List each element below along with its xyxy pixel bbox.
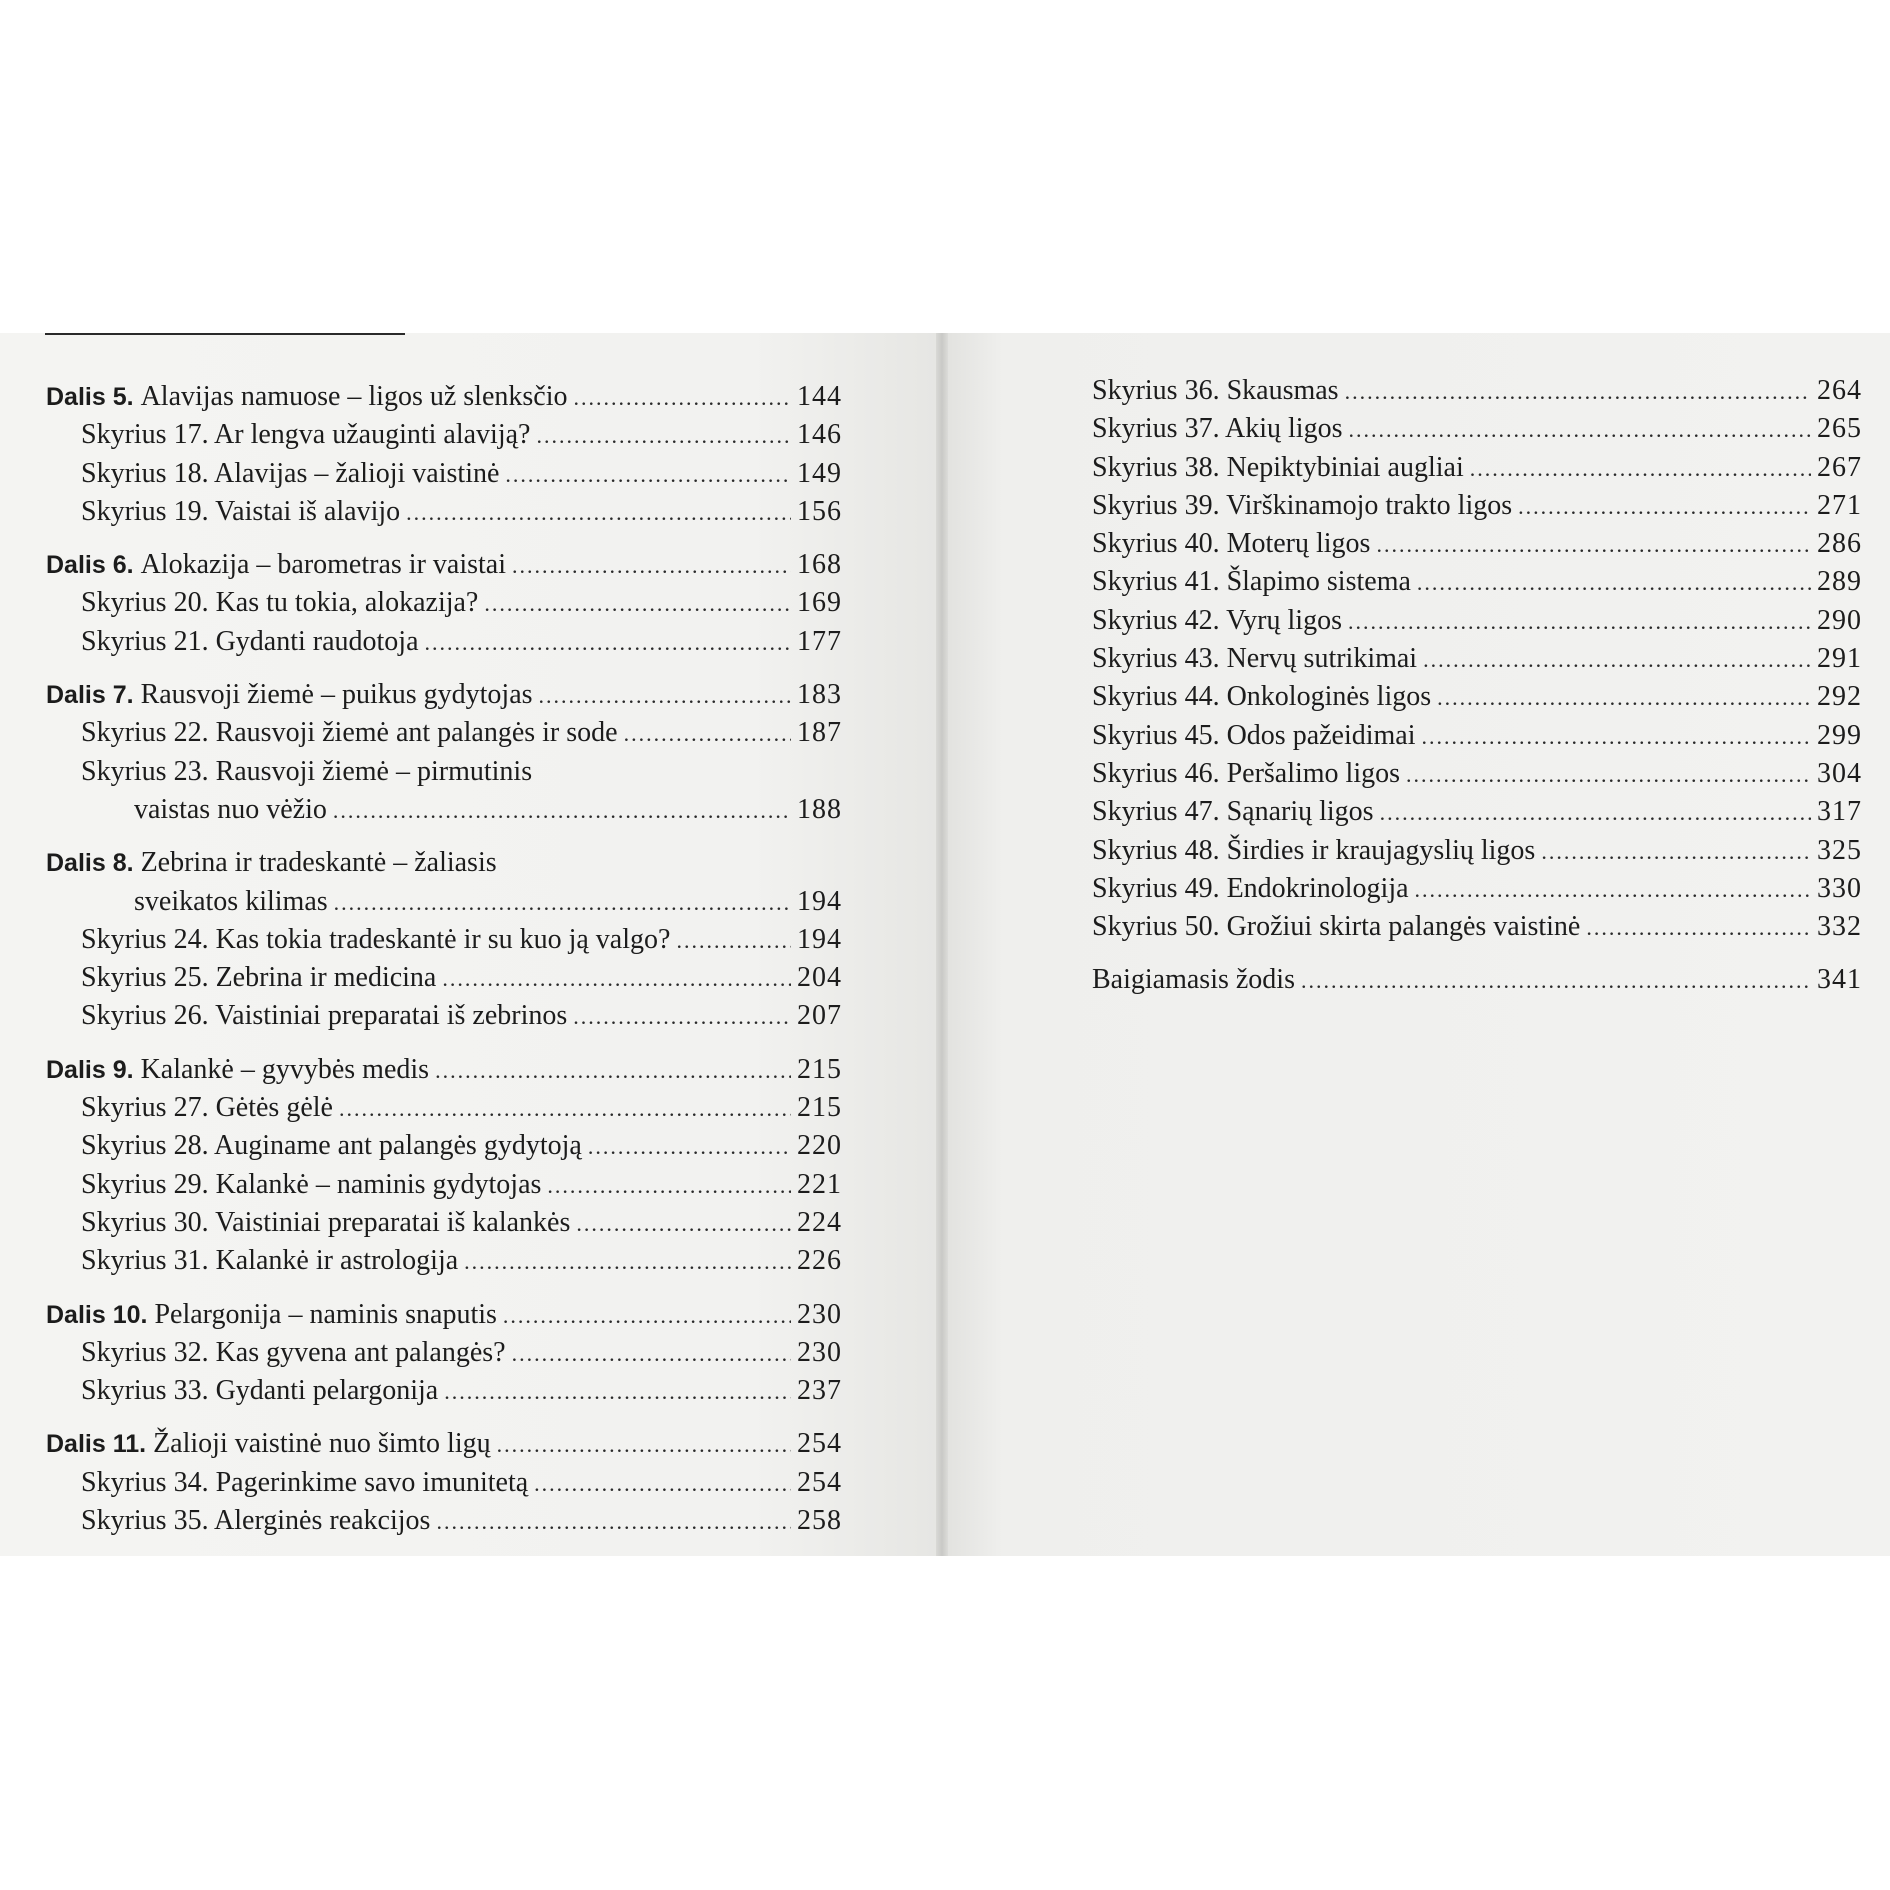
- dot-leader: [444, 1373, 791, 1411]
- dot-leader: [534, 1465, 791, 1503]
- entry-title: Skyrius 47. Sąnarių ligos: [1092, 796, 1374, 828]
- page-number: 304: [1817, 757, 1862, 789]
- dot-leader: [1345, 373, 1811, 411]
- toc-chapter-48: [1092, 832, 1862, 870]
- dot-leader: [676, 922, 791, 960]
- toc-chapter-41: [1092, 563, 1862, 601]
- entry-title: Zebrina ir tradeskantė – žaliasis: [140, 847, 497, 879]
- page-number: 146: [797, 419, 842, 451]
- dot-leader: [406, 494, 791, 532]
- toc-left-column: [46, 378, 842, 1540]
- toc-chapter-25: [46, 959, 842, 997]
- entry-title: Skyrius 44. Onkologinės ligos: [1092, 681, 1432, 713]
- page-number: 230: [797, 1336, 842, 1368]
- page-number: 230: [797, 1298, 842, 1330]
- page-number: 215: [797, 1092, 842, 1124]
- dot-leader: [334, 884, 791, 922]
- page-number: 169: [797, 587, 842, 619]
- toc-chapter-26: [46, 997, 842, 1035]
- toc-chapter-50: [1092, 908, 1862, 946]
- page-number: 341: [1817, 964, 1862, 996]
- toc-chapter-17: [46, 416, 842, 454]
- dot-leader: [339, 1090, 791, 1128]
- page-number: 237: [797, 1375, 842, 1407]
- dot-leader: [574, 379, 792, 417]
- toc-chapter-23-cont: [46, 791, 842, 829]
- dot-leader: [573, 998, 791, 1036]
- page-number: 258: [797, 1505, 842, 1537]
- part-label: Dalis 5.: [46, 383, 134, 411]
- entry-title: Baigiamasis žodis: [1092, 964, 1295, 996]
- entry-title: Skyrius 20. Kas tu tokia, alokazija?: [81, 587, 479, 619]
- dot-leader: [435, 1052, 791, 1090]
- dot-leader: [588, 1128, 791, 1166]
- entry-title: Skyrius 23. Rausvoji žiemė – pirmutinis: [81, 755, 533, 787]
- entry-title: Skyrius 39. Virškinamojo trakto ligos: [1092, 489, 1513, 521]
- entry-title: sveikatos kilimas: [134, 885, 328, 917]
- page-number: 271: [1817, 489, 1862, 521]
- toc-chapter-36: [1092, 372, 1862, 410]
- entry-title: Skyrius 41. Šlapimo sistema: [1092, 566, 1411, 598]
- header-rule: [45, 333, 405, 335]
- dot-leader: [1541, 833, 1811, 871]
- toc-chapter-38: [1092, 449, 1862, 487]
- part-label: Dalis 10.: [46, 1300, 148, 1329]
- page-number: 264: [1817, 375, 1862, 406]
- page-number: 226: [797, 1245, 842, 1277]
- entry-title: Skyrius 40. Moterų ligos: [1092, 528, 1371, 560]
- toc-chapter-30: [46, 1204, 842, 1242]
- page-number: 286: [1817, 528, 1862, 560]
- page-number: 204: [797, 962, 842, 994]
- part-label: Dalis 8.: [46, 849, 134, 878]
- part-label: Dalis 6.: [46, 551, 134, 580]
- toc-chapter-33: [46, 1372, 842, 1410]
- toc-chapter-35: [46, 1502, 842, 1540]
- page-number: 149: [797, 457, 842, 489]
- dot-leader: [536, 417, 791, 455]
- entry-title: Alavijas namuose – ligos už slenksčio: [140, 381, 568, 412]
- dot-leader: [1348, 411, 1811, 449]
- toc-chapter-49: [1092, 870, 1862, 908]
- page-number: 290: [1817, 604, 1862, 636]
- entry-title: Skyrius 18. Alavijas – žalioji vaistinė: [81, 457, 500, 489]
- toc-part-8-cont: [46, 883, 842, 921]
- dot-leader: [1348, 603, 1811, 641]
- entry-title: Skyrius 17. Ar lengva užauginti alaviją?: [81, 419, 531, 451]
- part-label: Dalis 7.: [46, 681, 134, 710]
- entry-title: Žalioji vaistinė nuo šimto ligų: [153, 1428, 491, 1460]
- page-number: 207: [797, 1000, 842, 1032]
- toc-chapter-21: [46, 623, 842, 661]
- dot-leader: [624, 715, 791, 753]
- dot-leader: [1376, 526, 1811, 564]
- toc-chapter-44: [1092, 678, 1862, 716]
- dot-leader: [505, 456, 791, 494]
- page-number: 177: [797, 625, 842, 657]
- page-number: 156: [797, 495, 842, 527]
- dot-leader: [1406, 756, 1811, 794]
- dot-leader: [512, 547, 791, 585]
- entry-title: Skyrius 28. Auginame ant palangės gydytoją: [81, 1130, 582, 1162]
- toc-part-11: [46, 1425, 842, 1463]
- toc-part-9: [46, 1051, 842, 1089]
- entry-title: Alokazija – barometras ir vaistai: [140, 549, 506, 581]
- page-number: 188: [797, 793, 842, 825]
- toc-chapter-37: [1092, 410, 1862, 448]
- entry-title: Skyrius 48. Širdies ir kraujagyslių ligos: [1092, 834, 1536, 866]
- toc-part-7: [46, 676, 842, 714]
- page-number: 183: [797, 679, 842, 711]
- toc-chapter-28: [46, 1127, 842, 1165]
- page-number: 194: [797, 885, 842, 917]
- page-number: 330: [1817, 872, 1862, 904]
- entry-title: Kalankė – gyvybės medis: [140, 1053, 430, 1085]
- entry-title: Pelargonija – naminis snaputis: [154, 1298, 497, 1330]
- toc-chapter-20: [46, 584, 842, 622]
- entry-title: Skyrius 33. Gydanti pelargonija: [81, 1375, 439, 1407]
- entry-title: Skyrius 35. Alerginės reakcijos: [81, 1505, 431, 1537]
- page-number: 332: [1817, 911, 1862, 943]
- part-label: Dalis 11.: [46, 1430, 147, 1459]
- toc-chapter-31: [46, 1242, 842, 1280]
- dot-leader: [425, 624, 791, 662]
- dot-leader: [1380, 794, 1811, 832]
- dot-leader: [512, 1335, 791, 1373]
- page-number: 187: [797, 717, 842, 749]
- entry-title: Skyrius 36. Skausmas: [1092, 375, 1339, 406]
- entry-title: Skyrius 19. Vaistai iš alavijo: [81, 495, 401, 527]
- entry-title: Skyrius 45. Odos pažeidimai: [1092, 719, 1416, 751]
- dot-leader: [333, 792, 791, 830]
- page-number: 194: [797, 923, 842, 955]
- page-number: 144: [797, 381, 842, 412]
- book-gutter: [936, 333, 948, 1556]
- toc-chapter-23: [46, 753, 842, 791]
- dot-leader: [1437, 679, 1811, 717]
- toc-chapter-32: [46, 1334, 842, 1372]
- page-number: 220: [797, 1130, 842, 1162]
- entry-title: Skyrius 34. Pagerinkime savo imunitetą: [81, 1466, 529, 1498]
- entry-title: Skyrius 32. Kas gyvena ant palangės?: [81, 1336, 506, 1368]
- entry-title: Skyrius 37. Akių ligos: [1092, 413, 1343, 445]
- toc-chapter-43: [1092, 640, 1862, 678]
- toc-part-6: [46, 546, 842, 584]
- entry-title: Skyrius 42. Vyrų ligos: [1092, 604, 1342, 636]
- entry-title: Skyrius 26. Vaistiniai preparatai iš zebrinos: [81, 1000, 568, 1032]
- page-number: 317: [1817, 796, 1862, 828]
- toc-chapter-45: [1092, 717, 1862, 755]
- dot-leader: [436, 1503, 791, 1541]
- toc-part-8: [46, 844, 842, 882]
- dot-leader: [464, 1243, 791, 1281]
- toc-chapter-42: [1092, 602, 1862, 640]
- toc-chapter-39: [1092, 487, 1862, 525]
- dot-leader: [503, 1297, 791, 1335]
- dot-leader: [484, 585, 791, 623]
- dot-leader: [1518, 488, 1811, 526]
- toc-chapter-40: [1092, 525, 1862, 563]
- entry-title: Skyrius 31. Kalankė ir astrologija: [81, 1245, 459, 1277]
- entry-title: Skyrius 49. Endokrinologija: [1092, 872, 1409, 904]
- entry-title: Skyrius 38. Nepiktybiniai augliai: [1092, 451, 1464, 483]
- page-number: 325: [1817, 834, 1862, 866]
- dot-leader: [1417, 564, 1811, 602]
- dot-leader: [497, 1426, 791, 1464]
- dot-leader: [1415, 871, 1811, 909]
- toc-part-5: [46, 378, 842, 416]
- dot-leader: [1586, 909, 1811, 947]
- page-number: 254: [797, 1428, 842, 1460]
- entry-title: Skyrius 43. Nervų sutrikimai: [1092, 643, 1418, 675]
- toc-chapter-22: [46, 714, 842, 752]
- dot-leader: [442, 960, 791, 998]
- dot-leader: [539, 677, 791, 715]
- page-number: 267: [1817, 451, 1862, 483]
- entry-title: Skyrius 25. Zebrina ir medicina: [81, 962, 437, 994]
- dot-leader: [1470, 450, 1811, 488]
- entry-title: Skyrius 30. Vaistiniai preparatai iš kalankės: [81, 1206, 571, 1238]
- toc-right-column: [1092, 372, 1862, 1000]
- part-label: Dalis 9.: [46, 1055, 134, 1084]
- toc-chapter-19: [46, 493, 842, 531]
- entry-title: Skyrius 46. Peršalimo ligos: [1092, 757, 1401, 789]
- page-number: 299: [1817, 719, 1862, 751]
- dot-leader: [1301, 962, 1811, 1000]
- page-number: 265: [1817, 413, 1862, 445]
- toc-chapter-46: [1092, 755, 1862, 793]
- page-number: 224: [797, 1206, 842, 1238]
- entry-title: Skyrius 27. Gėtės gėlė: [81, 1092, 333, 1124]
- dot-leader: [576, 1205, 791, 1243]
- entry-title: Skyrius 24. Kas tokia tradeskantė ir su kuo ją valgo?: [81, 923, 671, 955]
- dot-leader: [1423, 641, 1811, 679]
- toc-chapter-34: [46, 1464, 842, 1502]
- page-number: 254: [797, 1466, 842, 1498]
- toc-epilogue: [1092, 961, 1862, 999]
- toc-chapter-18: [46, 455, 842, 493]
- page-number: 291: [1817, 643, 1862, 675]
- toc-part-10: [46, 1296, 842, 1334]
- page-number: 289: [1817, 566, 1862, 598]
- page-number: 292: [1817, 681, 1862, 713]
- page-number: 215: [797, 1053, 842, 1085]
- entry-title: Skyrius 21. Gydanti raudotoja: [81, 625, 419, 657]
- page-number: 168: [797, 549, 842, 581]
- toc-chapter-47: [1092, 793, 1862, 831]
- entry-title: Skyrius 29. Kalankė – naminis gydytojas: [81, 1168, 542, 1200]
- toc-chapter-24: [46, 921, 842, 959]
- entry-title: Rausvoji žiemė – puikus gydytojas: [140, 679, 533, 711]
- toc-chapter-27: [46, 1089, 842, 1127]
- dot-leader: [1422, 718, 1811, 756]
- page-number: 221: [797, 1168, 842, 1200]
- dot-leader: [547, 1167, 791, 1205]
- entry-title: Skyrius 22. Rausvoji žiemė ant palangės ir sode: [81, 717, 618, 749]
- toc-chapter-29: [46, 1166, 842, 1204]
- entry-title: Skyrius 50. Grožiui skirta palangės vaistinė: [1092, 911, 1581, 943]
- entry-title: vaistas nuo vėžio: [134, 793, 327, 825]
